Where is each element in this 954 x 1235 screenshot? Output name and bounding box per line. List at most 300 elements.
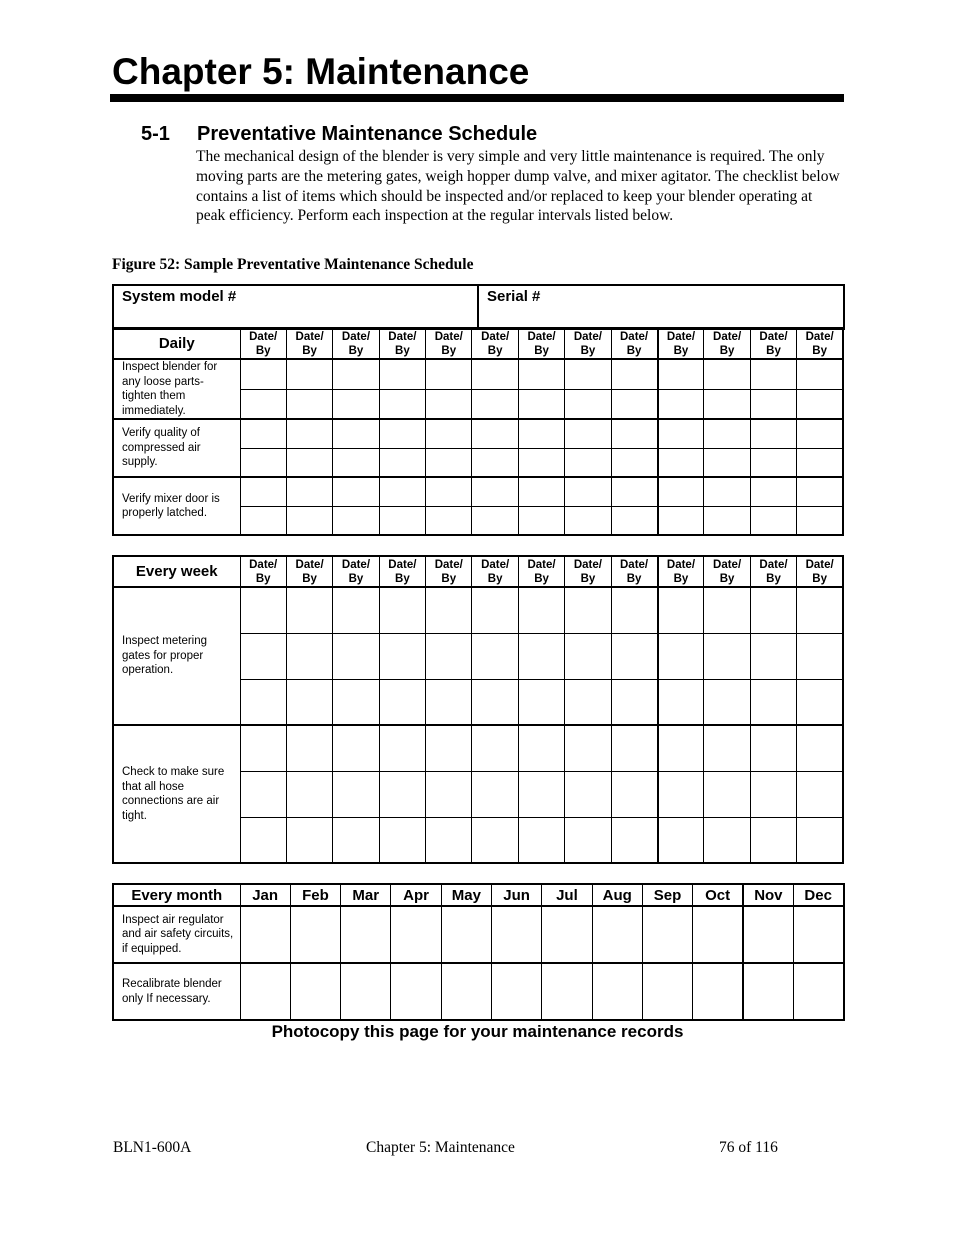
- weekly-schedule-table: [112, 555, 844, 864]
- date-by-cell[interactable]: [797, 506, 843, 535]
- date-by-cell[interactable]: [611, 817, 657, 863]
- date-by-line1: Date/: [527, 330, 556, 343]
- date-by-cell[interactable]: [797, 359, 843, 389]
- monthly-label: Every month: [113, 884, 240, 906]
- footer-doc-id: BLN1-600A: [113, 1139, 192, 1156]
- date-by-cell[interactable]: [333, 448, 379, 477]
- date-by-cell[interactable]: [750, 389, 796, 419]
- date-by-cell[interactable]: [658, 633, 704, 679]
- date-by-cell[interactable]: [286, 419, 332, 448]
- month-cell[interactable]: [491, 963, 541, 1020]
- date-by-cell[interactable]: [658, 477, 704, 506]
- date-by-cell[interactable]: [379, 419, 425, 448]
- date-by-cell[interactable]: [750, 506, 796, 535]
- date-by-header: [658, 556, 704, 587]
- month-header: Aug: [592, 884, 642, 906]
- date-by-cell[interactable]: [750, 477, 796, 506]
- date-by-line2: By: [626, 572, 642, 585]
- date-by-cell[interactable]: [333, 633, 379, 679]
- month-cell[interactable]: [743, 906, 793, 963]
- date-by-cell[interactable]: [611, 679, 657, 725]
- date-by-cell[interactable]: [797, 679, 843, 725]
- date-by-cell[interactable]: [611, 725, 657, 771]
- weekly-label: Every week: [113, 556, 240, 587]
- date-by-header: [565, 556, 611, 587]
- date-by-cell[interactable]: [240, 633, 286, 679]
- section-number: 5-1: [141, 123, 170, 145]
- date-by-cell[interactable]: [379, 633, 425, 679]
- system-model-field[interactable]: System model #: [113, 285, 478, 329]
- date-by-cell[interactable]: [658, 725, 704, 771]
- date-by-cell[interactable]: [518, 359, 564, 389]
- date-by-cell[interactable]: [658, 419, 704, 448]
- date-by-cell[interactable]: [704, 633, 750, 679]
- date-by-line2: By: [534, 344, 549, 357]
- date-by-header: [240, 328, 286, 359]
- date-by-cell[interactable]: [426, 633, 472, 679]
- date-by-cell[interactable]: [333, 725, 379, 771]
- month-cell[interactable]: [491, 906, 541, 963]
- date-by-line1: Date/: [620, 558, 649, 571]
- month-cell[interactable]: [693, 963, 743, 1020]
- task-description: Inspect blender for any loose parts- tighten them immediately.: [113, 359, 240, 419]
- date-by-line1: Date/: [805, 330, 834, 343]
- date-by-cell[interactable]: [704, 448, 750, 477]
- date-by-line1: Date/: [434, 558, 463, 571]
- table-row: [113, 725, 843, 771]
- date-by-cell[interactable]: [379, 771, 425, 817]
- month-cell[interactable]: [341, 963, 391, 1020]
- date-by-cell[interactable]: [286, 725, 332, 771]
- daily-schedule-table: [112, 327, 844, 536]
- month-header: May: [441, 884, 491, 906]
- date-by-line2: By: [673, 344, 689, 357]
- intro-paragraph: The mechanical design of the blender is very simple and very little maintenance is required. The only moving parts are the metering gates, weigh hopper dump valve, and mixer agitator. The checklist below contains a list of items which should be inspected and/or replaced to keep your blender operating at peak efficiency. Perform each inspection at the regular intervals listed below.: [196, 148, 840, 225]
- date-by-cell[interactable]: [750, 679, 796, 725]
- date-by-line2: By: [395, 344, 410, 357]
- month-cell[interactable]: [290, 963, 340, 1020]
- date-by-cell[interactable]: [565, 771, 611, 817]
- month-cell[interactable]: [441, 906, 491, 963]
- monthly-schedule-table: [112, 883, 845, 1021]
- date-by-line2: By: [302, 572, 317, 585]
- month-header: Sep: [642, 884, 692, 906]
- month-cell[interactable]: [240, 906, 290, 963]
- month-header: Feb: [290, 884, 340, 906]
- date-by-cell[interactable]: [379, 587, 425, 633]
- date-by-cell[interactable]: [750, 419, 796, 448]
- date-by-cell[interactable]: [472, 419, 518, 448]
- date-by-line1: Date/: [759, 558, 788, 571]
- date-by-cell[interactable]: [286, 389, 332, 419]
- date-by-line1: Date/: [527, 558, 556, 571]
- date-by-cell[interactable]: [426, 587, 472, 633]
- date-by-cell[interactable]: [611, 771, 657, 817]
- date-by-cell[interactable]: [518, 506, 564, 535]
- date-by-line2: By: [626, 344, 642, 357]
- date-by-line1: Date/: [249, 558, 278, 571]
- date-by-cell[interactable]: [704, 771, 750, 817]
- date-by-cell[interactable]: [286, 506, 332, 535]
- date-by-cell[interactable]: [240, 389, 286, 419]
- date-by-line1: Date/: [481, 330, 510, 343]
- date-by-cell[interactable]: [797, 817, 843, 863]
- date-by-cell[interactable]: [472, 587, 518, 633]
- date-by-header: [426, 328, 472, 359]
- date-by-cell[interactable]: [565, 389, 611, 419]
- date-by-line2: By: [766, 344, 781, 357]
- date-by-cell[interactable]: [565, 506, 611, 535]
- date-by-cell[interactable]: [750, 725, 796, 771]
- date-by-cell[interactable]: [611, 633, 657, 679]
- date-by-line2: By: [719, 572, 735, 585]
- table-row: [113, 963, 844, 1020]
- date-by-cell[interactable]: [518, 419, 564, 448]
- date-by-line1: Date/: [434, 330, 463, 343]
- task-description: Inspect metering gates for proper operation.: [113, 587, 240, 725]
- date-by-cell[interactable]: [333, 419, 379, 448]
- date-by-line2: By: [812, 344, 827, 357]
- date-by-line1: Date/: [573, 330, 602, 343]
- date-by-cell[interactable]: [333, 817, 379, 863]
- date-by-cell[interactable]: [797, 725, 843, 771]
- date-by-cell[interactable]: [750, 771, 796, 817]
- date-by-cell[interactable]: [565, 448, 611, 477]
- date-by-cell[interactable]: [704, 725, 750, 771]
- table-row: [113, 419, 843, 448]
- section-heading: [141, 122, 537, 146]
- date-by-cell[interactable]: [426, 725, 472, 771]
- date-by-cell[interactable]: [518, 448, 564, 477]
- date-by-header: [472, 556, 518, 587]
- date-by-cell[interactable]: [565, 725, 611, 771]
- date-by-header: [333, 328, 379, 359]
- date-by-line1: Date/: [713, 558, 742, 571]
- date-by-cell[interactable]: [472, 633, 518, 679]
- date-by-header: [379, 556, 425, 587]
- date-by-cell[interactable]: [333, 506, 379, 535]
- date-by-cell[interactable]: [750, 633, 796, 679]
- date-by-cell[interactable]: [472, 477, 518, 506]
- date-by-cell[interactable]: [240, 359, 286, 389]
- date-by-cell[interactable]: [658, 506, 704, 535]
- date-by-line2: By: [812, 572, 827, 585]
- date-by-cell[interactable]: [379, 477, 425, 506]
- date-by-cell[interactable]: [565, 477, 611, 506]
- footer-chapter: Chapter 5: Maintenance: [366, 1139, 515, 1156]
- date-by-cell[interactable]: [379, 389, 425, 419]
- date-by-cell[interactable]: [333, 477, 379, 506]
- date-by-cell[interactable]: [426, 506, 472, 535]
- date-by-cell[interactable]: [426, 679, 472, 725]
- date-by-header: [565, 328, 611, 359]
- date-by-line1: Date/: [249, 330, 278, 343]
- month-cell[interactable]: [592, 906, 642, 963]
- date-by-cell[interactable]: [379, 448, 425, 477]
- date-by-header: [286, 556, 332, 587]
- date-by-cell[interactable]: [240, 448, 286, 477]
- table-row: [113, 906, 844, 963]
- month-header: Mar: [341, 884, 391, 906]
- date-by-cell[interactable]: [426, 817, 472, 863]
- date-by-line1: Date/: [341, 558, 371, 571]
- date-by-cell[interactable]: [240, 477, 286, 506]
- date-by-cell[interactable]: [286, 771, 332, 817]
- month-header: Oct: [693, 884, 743, 906]
- date-by-line2: By: [580, 344, 596, 357]
- date-by-cell[interactable]: [565, 679, 611, 725]
- date-by-cell[interactable]: [472, 389, 518, 419]
- task-description: Verify mixer door is properly latched.: [113, 477, 240, 535]
- title-rule: [110, 94, 844, 102]
- month-cell[interactable]: [542, 906, 592, 963]
- date-by-cell[interactable]: [240, 506, 286, 535]
- date-by-cell[interactable]: [704, 359, 750, 389]
- date-by-cell[interactable]: [797, 633, 843, 679]
- month-cell[interactable]: [642, 906, 692, 963]
- month-cell[interactable]: [391, 963, 441, 1020]
- date-by-cell[interactable]: [472, 771, 518, 817]
- date-by-cell[interactable]: [518, 587, 564, 633]
- date-by-cell[interactable]: [379, 679, 425, 725]
- date-by-cell[interactable]: [240, 419, 286, 448]
- month-header: Jan: [240, 884, 290, 906]
- task-description: Recalibrate blender only If necessary.: [113, 963, 240, 1020]
- date-by-cell[interactable]: [518, 725, 564, 771]
- date-by-cell[interactable]: [240, 725, 286, 771]
- task-description: Verify quality of compressed air supply.: [113, 419, 240, 477]
- table-row: [113, 477, 843, 506]
- date-by-header: [797, 328, 843, 359]
- date-by-line1: Date/: [759, 330, 788, 343]
- date-by-cell[interactable]: [286, 679, 332, 725]
- date-by-cell[interactable]: [286, 477, 332, 506]
- date-by-line2: By: [255, 572, 271, 585]
- date-by-cell[interactable]: [704, 477, 750, 506]
- date-by-header: [797, 556, 843, 587]
- date-by-line2: By: [487, 344, 503, 357]
- date-by-cell[interactable]: [565, 817, 611, 863]
- date-by-cell[interactable]: [426, 771, 472, 817]
- date-by-cell[interactable]: [565, 587, 611, 633]
- date-by-cell[interactable]: [658, 587, 704, 633]
- date-by-cell[interactable]: [333, 389, 379, 419]
- date-by-line2: By: [580, 572, 596, 585]
- date-by-cell[interactable]: [472, 817, 518, 863]
- date-by-line2: By: [441, 572, 457, 585]
- date-by-header: [426, 556, 472, 587]
- date-by-cell[interactable]: [426, 389, 472, 419]
- date-by-cell[interactable]: [472, 679, 518, 725]
- date-by-cell[interactable]: [704, 506, 750, 535]
- date-by-header: [240, 556, 286, 587]
- month-cell[interactable]: [290, 906, 340, 963]
- date-by-line1: Date/: [481, 558, 510, 571]
- date-by-cell[interactable]: [611, 477, 657, 506]
- date-by-cell[interactable]: [658, 359, 704, 389]
- date-by-cell[interactable]: [797, 419, 843, 448]
- month-cell[interactable]: [642, 963, 692, 1020]
- date-by-cell[interactable]: [518, 477, 564, 506]
- date-by-cell[interactable]: [518, 389, 564, 419]
- date-by-line1: Date/: [295, 558, 324, 571]
- table-row: [113, 359, 843, 389]
- date-by-cell[interactable]: [611, 359, 657, 389]
- photocopy-note: Photocopy this page for your maintenance records: [271, 1022, 684, 1041]
- date-by-cell[interactable]: [379, 506, 425, 535]
- date-by-line1: Date/: [341, 330, 371, 343]
- date-by-cell[interactable]: [333, 679, 379, 725]
- date-by-cell[interactable]: [704, 587, 750, 633]
- date-by-cell[interactable]: [379, 817, 425, 863]
- date-by-cell[interactable]: [611, 506, 657, 535]
- date-by-cell[interactable]: [750, 587, 796, 633]
- date-by-header: [333, 556, 379, 587]
- month-cell[interactable]: [592, 963, 642, 1020]
- date-by-cell[interactable]: [611, 389, 657, 419]
- date-by-line2: By: [719, 344, 735, 357]
- date-by-cell[interactable]: [426, 477, 472, 506]
- date-by-line2: By: [766, 572, 781, 585]
- date-by-cell[interactable]: [240, 817, 286, 863]
- date-by-cell[interactable]: [286, 359, 332, 389]
- date-by-header: [472, 328, 518, 359]
- date-by-line1: Date/: [295, 330, 324, 343]
- date-by-header: [750, 556, 796, 587]
- month-cell[interactable]: [793, 906, 843, 963]
- date-by-cell[interactable]: [240, 771, 286, 817]
- date-by-cell[interactable]: [797, 587, 843, 633]
- date-by-header: [704, 328, 750, 359]
- date-by-cell[interactable]: [797, 477, 843, 506]
- date-by-cell[interactable]: [286, 448, 332, 477]
- month-cell[interactable]: [240, 963, 290, 1020]
- month-header: Nov: [743, 884, 793, 906]
- date-by-cell[interactable]: [426, 419, 472, 448]
- date-by-cell[interactable]: [240, 679, 286, 725]
- date-by-header: [658, 328, 704, 359]
- date-by-header: [704, 556, 750, 587]
- date-by-line2: By: [673, 572, 689, 585]
- date-by-cell[interactable]: [704, 679, 750, 725]
- date-by-cell[interactable]: [286, 587, 332, 633]
- date-by-cell[interactable]: [704, 419, 750, 448]
- task-description: Inspect air regulator and air safety circuits, if equipped.: [113, 906, 240, 963]
- date-by-line2: By: [441, 344, 457, 357]
- month-cell[interactable]: [793, 963, 843, 1020]
- date-by-header: [750, 328, 796, 359]
- date-by-cell[interactable]: [286, 817, 332, 863]
- date-by-cell[interactable]: [797, 389, 843, 419]
- date-by-line1: Date/: [388, 558, 417, 571]
- figure-caption: Figure 52: Sample Preventative Maintenance Schedule: [112, 256, 474, 273]
- date-by-cell[interactable]: [518, 679, 564, 725]
- serial-field[interactable]: Serial #: [478, 285, 844, 329]
- date-by-cell[interactable]: [750, 448, 796, 477]
- date-by-cell[interactable]: [611, 448, 657, 477]
- date-by-line2: By: [487, 572, 503, 585]
- chapter-title: Chapter 5: Maintenance: [112, 51, 530, 92]
- date-by-cell[interactable]: [426, 359, 472, 389]
- date-by-line1: Date/: [666, 330, 696, 343]
- month-header: Dec: [793, 884, 843, 906]
- date-by-line2: By: [348, 572, 364, 585]
- date-by-cell[interactable]: [518, 771, 564, 817]
- date-by-cell[interactable]: [333, 587, 379, 633]
- table-row: [113, 587, 843, 633]
- date-by-cell[interactable]: [611, 419, 657, 448]
- month-header: Jul: [542, 884, 592, 906]
- date-by-cell[interactable]: [472, 359, 518, 389]
- date-by-cell[interactable]: [518, 817, 564, 863]
- date-by-cell[interactable]: [797, 771, 843, 817]
- date-by-cell[interactable]: [240, 587, 286, 633]
- date-by-cell[interactable]: [658, 679, 704, 725]
- date-by-cell[interactable]: [658, 389, 704, 419]
- date-by-cell[interactable]: [797, 448, 843, 477]
- date-by-cell[interactable]: [565, 419, 611, 448]
- month-cell[interactable]: [542, 963, 592, 1020]
- date-by-cell[interactable]: [658, 771, 704, 817]
- date-by-line1: Date/: [388, 330, 417, 343]
- date-by-line1: Date/: [805, 558, 834, 571]
- month-cell[interactable]: [441, 963, 491, 1020]
- date-by-line2: By: [348, 344, 364, 357]
- section-title: Preventative Maintenance Schedule: [197, 123, 538, 145]
- footer-page-number: 76 of 116: [719, 1139, 778, 1156]
- date-by-cell[interactable]: [704, 817, 750, 863]
- date-by-cell[interactable]: [472, 725, 518, 771]
- date-by-cell[interactable]: [704, 389, 750, 419]
- date-by-cell[interactable]: [611, 587, 657, 633]
- date-by-cell[interactable]: [379, 359, 425, 389]
- date-by-cell[interactable]: [658, 817, 704, 863]
- date-by-line1: Date/: [620, 330, 649, 343]
- date-by-header: [611, 556, 657, 587]
- date-by-cell[interactable]: [565, 359, 611, 389]
- date-by-header: [379, 328, 425, 359]
- date-by-cell[interactable]: [472, 448, 518, 477]
- date-by-cell[interactable]: [333, 359, 379, 389]
- month-cell[interactable]: [693, 906, 743, 963]
- date-by-line2: By: [255, 344, 271, 357]
- date-by-cell[interactable]: [472, 506, 518, 535]
- date-by-cell[interactable]: [379, 725, 425, 771]
- date-by-cell[interactable]: [333, 771, 379, 817]
- month-cell[interactable]: [391, 906, 441, 963]
- date-by-line2: By: [534, 572, 549, 585]
- date-by-cell[interactable]: [750, 817, 796, 863]
- daily-label: Daily: [113, 328, 240, 359]
- date-by-header: [611, 328, 657, 359]
- date-by-header: [518, 328, 564, 359]
- month-cell[interactable]: [743, 963, 793, 1020]
- date-by-line1: Date/: [666, 558, 696, 571]
- date-by-header: [286, 328, 332, 359]
- date-by-line2: By: [302, 344, 317, 357]
- month-cell[interactable]: [341, 906, 391, 963]
- date-by-header: [518, 556, 564, 587]
- month-header: Jun: [491, 884, 541, 906]
- date-by-line2: By: [395, 572, 410, 585]
- date-by-cell[interactable]: [286, 633, 332, 679]
- date-by-cell[interactable]: [518, 633, 564, 679]
- date-by-cell[interactable]: [426, 448, 472, 477]
- date-by-cell[interactable]: [658, 448, 704, 477]
- month-header: Apr: [391, 884, 441, 906]
- date-by-cell[interactable]: [565, 633, 611, 679]
- date-by-cell[interactable]: [750, 359, 796, 389]
